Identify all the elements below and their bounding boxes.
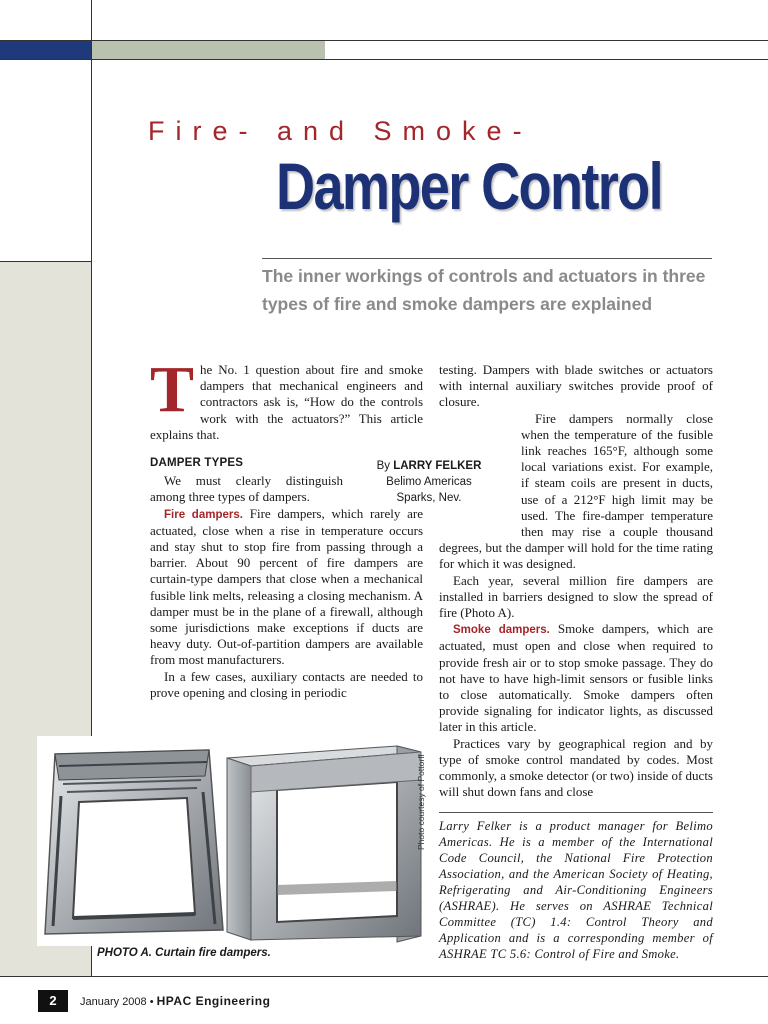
runin-smoke-dampers: Smoke dampers. [453, 624, 550, 637]
photo-caption: PHOTO A. Curtain fire dampers. [97, 947, 271, 959]
right-damper [227, 746, 421, 942]
footer-publication: HPAC Engineering [156, 994, 271, 1008]
headline-kicker: Fire- and Smoke- [148, 116, 533, 146]
footer-date: January 2008 • [80, 996, 154, 1008]
paragraph-smoke-dampers: Smoke dampers, which are actuated, must open and close when required to provide fresh air or to stop smoke passage. They do not have to have high-limit sensors or fusible links to close automatically. Smoke dampers often provide signaling for indicator lights, as discussed later in this article. [439, 621, 713, 735]
intro-paragraph: he No. 1 question about fire and smoke dampers that mechanical engineers and contractors ask is, “How do the controls work with the actuators?” This article explains that. [150, 362, 423, 442]
author-bio: Larry Felker is a product manager for Belimo Americas. He is a member of the International Code Council, the National Fire Protection Association, and the American Society of Heating, Refrigerating and Air-Conditioning Engineers (ASHRAE). He serves on ASHRAE Technical Committee (TC) 1.4: Control Theory and Application and is a corresponding member of ASHRAE TC 5.6: Control of Fire and Smoke. [439, 819, 713, 961]
byline-location: Sparks, Nev. [396, 492, 462, 504]
page-number: 2 [38, 990, 68, 1012]
footer-line [80, 994, 270, 1008]
paragraph-types: We must clearly distinguish among three types of dampers. [150, 473, 343, 505]
byline-author: LARRY FELKER [393, 460, 482, 472]
photo-curtain-fire-dampers [37, 736, 427, 946]
damper-illustration [37, 736, 427, 946]
bottom-frame-rule [0, 976, 768, 977]
header-bar-blue [0, 41, 91, 59]
byline-wrap-space [439, 443, 521, 539]
subhead-damper-types: DAMPER TYPES [150, 457, 244, 470]
header-bar-sage [92, 41, 325, 59]
paragraph-auxiliary: In a few cases, auxiliary contacts are needed to prove opening and closing in periodic [150, 668, 423, 700]
left-damper [45, 750, 223, 934]
paragraph-fire-dampers: Fire dampers, which rarely are actuated, close when a rise in temperature occurs and stay shut to stop fire from passing through a barrier. About 90 percent of fire dampers are curtain-type dampers that close when a mechanical fusible link melts, releasing a closing mechanism. A damper must be in the plane of a firewall, although some jurisdictions make exceptions if ducts are heavy duty. Out-of-partition dampers are available from most manufacturers. [150, 505, 424, 668]
bio-top-rule [439, 812, 713, 813]
paragraph-practices: Practices vary by geographical region and by type of smoke control mandated by codes. Most commonly, a smoke detector (or two) inside of ducts will shut down fans and close [439, 735, 713, 800]
article-column-right [439, 362, 713, 800]
runin-fire-dampers: Fire dampers. [164, 508, 243, 521]
byline-by: By [376, 460, 391, 472]
paragraph-million: Each year, several million fire dampers are installed in barriers designed to slow the spread of fire (Photo A). [439, 572, 713, 621]
article-column-left [150, 353, 424, 701]
headline-deck: The inner workings of controls and actuators in three types of fire and smoke dampers are explained [262, 266, 706, 314]
drop-cap: T [150, 353, 195, 426]
photo-credit: Photo courtesy of Pottorff [416, 754, 426, 850]
paragraph-testing: testing. Dampers with blade switches or actuators with internal auxiliary switches provide proof of closure. [439, 362, 713, 410]
paragraph-close-temp: Fire dampers normally close when the temperature of the fusible link reaches 165°F, although some local variations exist. For example, if steam coils are present in ducts, use of a 212°F high limit may be used. The fire-damper temperature then may rise a couple thousand degrees, but the damper will hold for the time rating for which it was designed. [439, 410, 713, 572]
headline-title: Damper Control [276, 149, 662, 223]
top-frame-rule-lower [0, 59, 768, 60]
byline-company: Belimo Americas [386, 476, 472, 488]
deck-top-rule [262, 258, 712, 259]
